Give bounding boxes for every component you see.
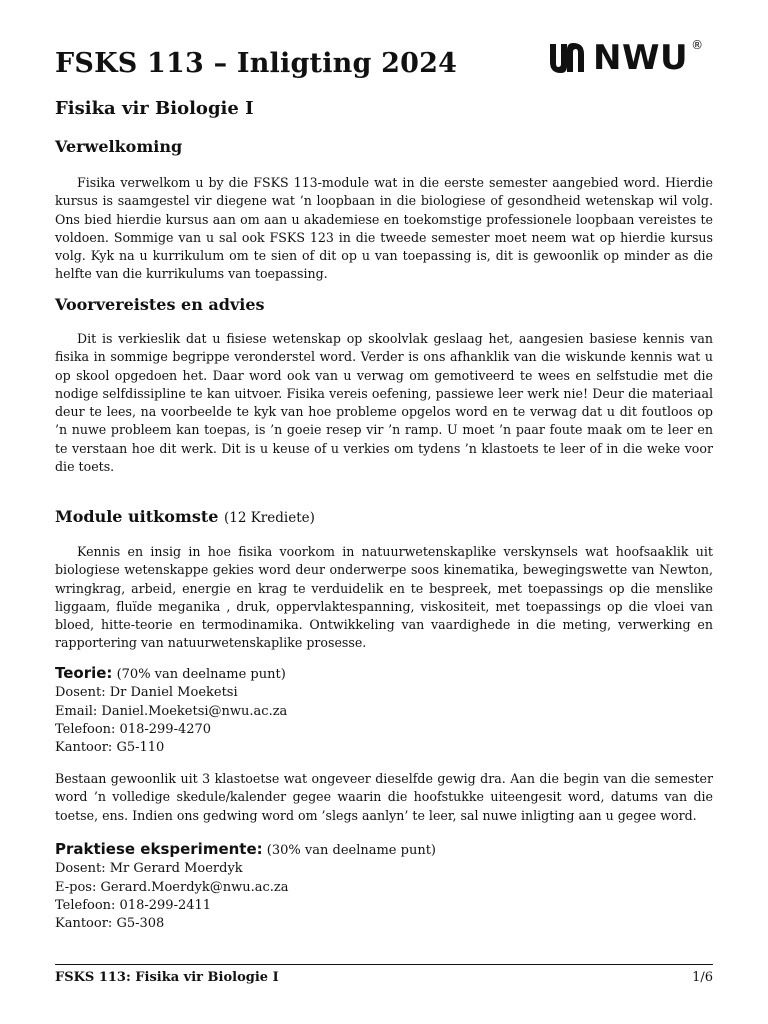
nwu-logo-icon bbox=[547, 40, 587, 76]
practical-weight: (30% van deelname punt) bbox=[266, 843, 436, 858]
page-number: 1/6 bbox=[692, 970, 713, 985]
practical-heading-line bbox=[55, 840, 713, 860]
nwu-logo bbox=[547, 38, 703, 78]
practical-section bbox=[55, 840, 713, 933]
practical-heading: Praktiese eksperimente: bbox=[55, 840, 263, 858]
prerequisites-heading: Voorvereistes en advies bbox=[55, 295, 265, 314]
practical-lecturer: Dosent: Mr Gerard Moerdyk bbox=[55, 861, 243, 877]
prerequisites-paragraph: Dit is verkieslik dat u fisiese wetenskap op skoolvlak geslaag het, aangesien basiese kennis van fisika in sommige begrippe veronderstel word. Verder is ons afhanklik van die wiskunde kennis wat u op skool opgedoen het. Daar word ook van u verwag om gemotiveerd te wees en selfstudie met die nodige selfdissipline te kan uitvoer. Fisika vereis oefening, passiewe leer werk nie! Deur die materiaal deur te lees, na voorbeelde te kyk van hoe probleme opgelos word en te verwag dat u dit foutloos op ’n nuwe probleem kan toepas, is ’n goeie resep vir ’n ramp. U moet ’n paar foute maak om te leer en te verstaan hoe dit werk. Dit is u keuse of u verkies om tydens ’n klastoets te leer of in die weke voor die toets. bbox=[55, 331, 713, 475]
theory-phone: Telefoon: 018-299-4270 bbox=[55, 721, 212, 737]
theory-heading: Teorie: bbox=[55, 664, 113, 682]
theory-lecturer: Dosent: Dr Daniel Moeketsi bbox=[55, 685, 238, 701]
logo-wordmark: NWU bbox=[593, 38, 689, 78]
page-title: FSKS 113 – Inligting 2024 bbox=[55, 48, 458, 79]
theory-email: Email: Daniel.Moeketsi@nwu.ac.za bbox=[55, 703, 288, 719]
theory-heading-line bbox=[55, 664, 713, 684]
theory-paragraph: Bestaan gewoonlik uit 3 klastoetse wat ongeveer dieselfde gewig dra. Aan die begin van die semester word ’n volledige skedule/kalender gegee waarin die hoofstukke uiteengesit word, datums van die toetse, ens. Indien ons gedwing word om ’slegs aanlyn’ te leer, sal nuwe inligting aan u gegee word. bbox=[55, 771, 713, 823]
outcomes-paragraph: Kennis en insig in hoe fisika voorkom in natuurwetenskaplike verskynsels wat hoofsaaklik uit biologiese wetenskappe gekies word deur onderwerpe soos kinematika, bewegingswette van Newton, wringkrag, arbeid, energie en krag te verduidelik en te bespreek, met toepassings op die menslike liggaam, fluïde meganika , druk, oppervlaktespanning, viskositeit, met toepassings op die vloei van bloed, hitte-teorie en termodinamika. Ontwikkeling van vaardighede in die meting, verwerking en rapportering van natuurwetenskaplike prosesse. bbox=[55, 544, 713, 651]
theory-section bbox=[55, 664, 713, 757]
footer-divider bbox=[55, 964, 713, 965]
outcomes-heading bbox=[55, 507, 315, 526]
practical-email: E-pos: Gerard.Moerdyk@nwu.ac.za bbox=[55, 879, 289, 895]
registered-mark: ® bbox=[691, 38, 704, 52]
outcomes-credits: (12 Krediete) bbox=[223, 510, 315, 526]
theory-weight: (70% van deelname punt) bbox=[116, 667, 286, 682]
footer-course-title: FSKS 113: Fisika vir Biologie I bbox=[55, 970, 279, 985]
practical-office: Kantoor: G5-308 bbox=[55, 916, 165, 932]
welcome-paragraph: Fisika verwelkom u by die FSKS 113-module wat in die eerste semester aangebied word. Hierdie kursus is saamgestel vir diegene wat ’n loopbaan in die biologiese of gesondheid wetenskap wil volg. Ons bied hierdie kursus aan om aan u akademiese en toekomstige professionele loopbaan vereistes te voldoen. Sommige van u sal ook FSKS 123 in die tweede semester moet neem wat op hierdie kursus volg. Kyk na u kurrikulum om te sien of dit op u van toepassing is, dit is gewoonlik op minder as die helfte van die kurrikulums van toepassing. bbox=[55, 175, 713, 282]
practical-phone: Telefoon: 018-299-2411 bbox=[55, 897, 212, 913]
theory-office: Kantoor: G5-110 bbox=[55, 740, 165, 756]
welcome-heading: Verwelkoming bbox=[55, 137, 183, 156]
course-subtitle: Fisika vir Biologie I bbox=[55, 98, 254, 119]
outcomes-heading-text: Module uitkomste bbox=[55, 507, 219, 526]
